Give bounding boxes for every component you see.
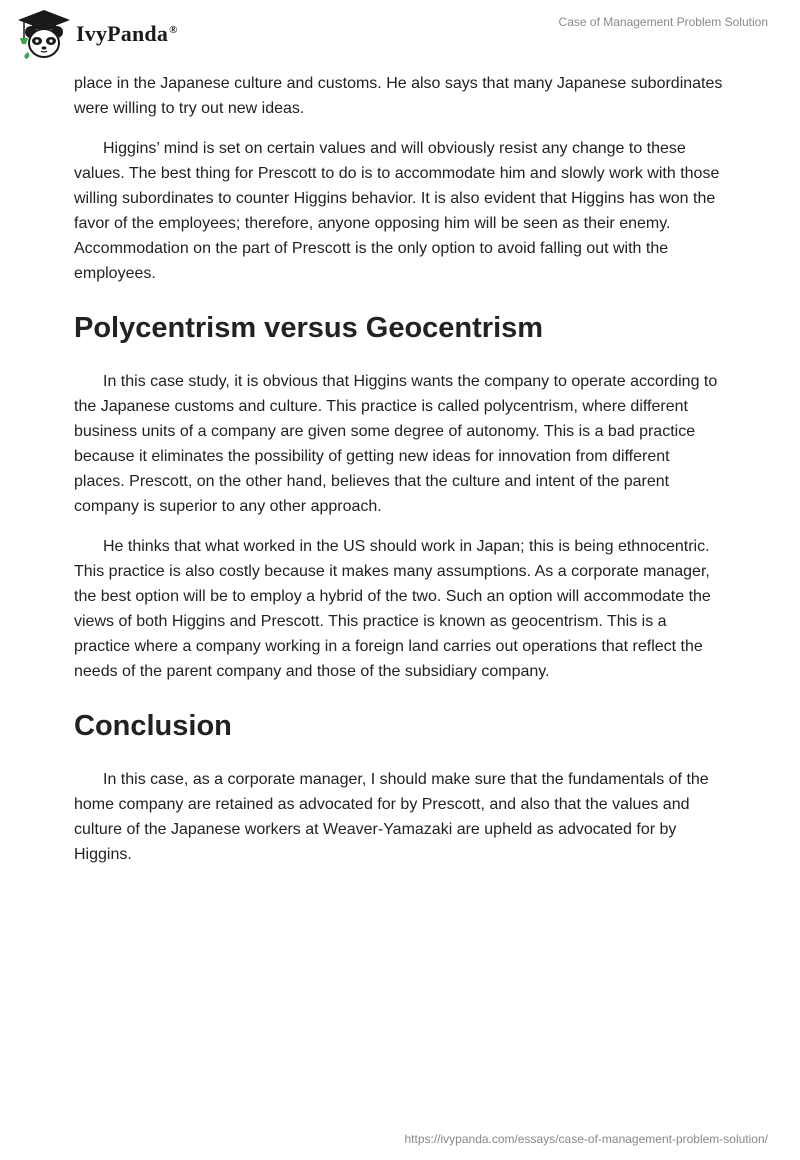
brand-name	[76, 21, 178, 47]
essay-body	[74, 71, 724, 882]
brand-registered-mark: ®	[169, 23, 178, 36]
paragraph: He thinks that what worked in the US should work in Japan; this is being ethnocentric. This practice is also costly because it makes many assumptions. As a corporate manager, the best option will be to employ a hybrid of the two. Such an option will accommodate the views of both Higgins and Prescott. This practice is known as geocentrism. This is a practice where a company working in a foreign land carries out operations that reflect the needs of the parent company and those of the subsidiary company.	[74, 538, 711, 680]
paragraph-continued: place in the Japanese culture and customs. He also says that many Japanese subordinates were willing to try out new ideas.	[74, 75, 723, 117]
page-header	[0, 0, 800, 64]
source-url-link[interactable]: https://ivypanda.com/essays/case-of-management-problem-solution/	[404, 1132, 768, 1146]
paragraph: In this case study, it is obvious that Higgins wants the company to operate according to the Japanese customs and culture. This practice is called polycentrism, where different business units of a company are given some degree of autonomy. This is a bad practice because it eliminates the possibility of getting new ideas for innovation from different places. Prescott, on the other hand, believes that the culture and intent of the parent company is superior to any other approach.	[74, 373, 718, 515]
paragraph: Higgins’ mind is set on certain values and will obviously resist any change to these values. The best thing for Prescott to do is to accommodate him and slowly work with those willing subordinates to counter Higgins behavior. It is also evident that Higgins has won the favor of the employees; therefore, anyone opposing him will be seen as their enemy. Accommodation on the part of Prescott is the only option to avoid falling out with the employees.	[74, 140, 720, 282]
brand-name-text: IvyPanda	[76, 21, 169, 46]
ivypanda-logo[interactable]	[14, 8, 178, 60]
section-heading-polycentrism: Polycentrism versus Geocentrism	[74, 312, 544, 344]
panda-graduate-icon	[14, 8, 74, 60]
paragraph: In this case, as a corporate manager, I should make sure that the fundamentals of the home company are retained as advocated for by Prescott, and also that the values and culture of the Japanese workers at Weaver-Yamazaki are upheld as advocated for by Higgins.	[74, 771, 709, 863]
section-heading-conclusion: Conclusion	[74, 710, 232, 742]
document-title: Case of Management Problem Solution	[558, 15, 768, 29]
